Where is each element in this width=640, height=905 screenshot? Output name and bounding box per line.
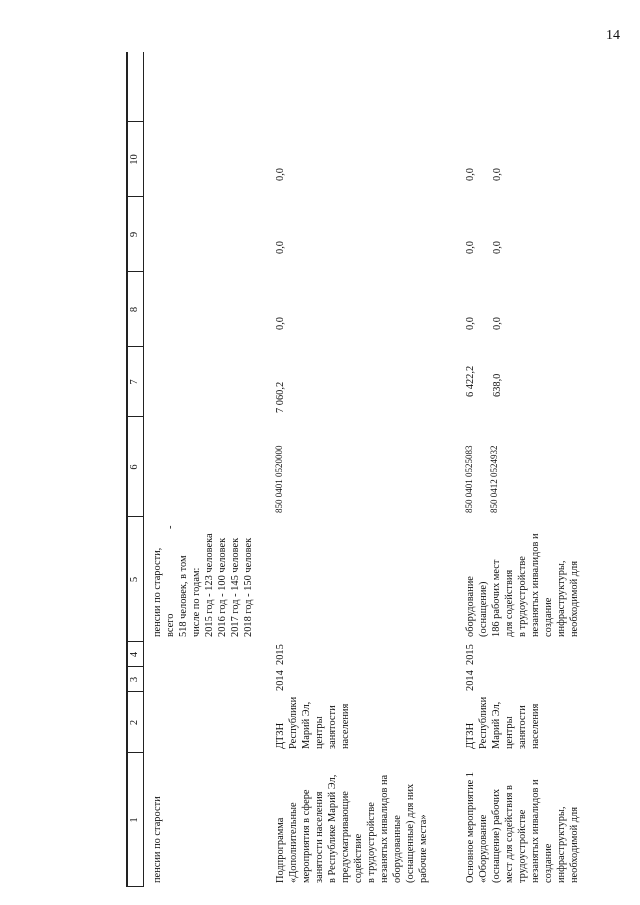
header-bottom-border — [143, 52, 144, 887]
table-cell: 850 0401 0520000 — [274, 445, 284, 513]
cell-line: необходимой для — [569, 561, 580, 637]
cell-line: мест для содействия в — [504, 785, 515, 883]
cell-line: 0,0 — [465, 168, 476, 181]
cell-line: «Дополнительные — [288, 802, 299, 883]
column-header: 7 — [129, 379, 140, 385]
cell-line: создание — [543, 597, 554, 637]
table-cell — [464, 349, 518, 397]
cell-line: инфраструктуры, — [556, 560, 567, 637]
table-cell — [464, 693, 542, 749]
page-number: 14 — [606, 28, 620, 43]
column-header: 2 — [129, 719, 140, 726]
table-cell — [464, 417, 515, 513]
cell-line: Республики — [478, 696, 489, 749]
cell-line: 638,0 — [492, 373, 503, 397]
cell-line: ДТЗН — [275, 722, 286, 749]
table-cell: 0,0 — [275, 168, 286, 181]
table-cell — [464, 282, 518, 330]
cell-line: создание — [543, 843, 554, 883]
cell-line: 2016 год - 100 человек — [217, 537, 228, 637]
table-cell — [274, 693, 352, 749]
cell-line: 186 рабочих мест — [491, 559, 502, 637]
cell-line: Республики — [288, 696, 299, 749]
table-cell: 2014 — [465, 670, 476, 691]
cell-line: необходимой для — [569, 807, 580, 883]
cell-line: 0,0 — [465, 241, 476, 254]
cell-line: всего — [165, 613, 176, 637]
cell-line: 0,0 — [492, 317, 503, 330]
cell-line: инфраструктуры, — [556, 806, 567, 883]
budget-table — [126, 52, 606, 887]
table-cell — [151, 520, 255, 637]
column-header: 4 — [129, 651, 140, 658]
table-cell: 7 060,2 — [275, 381, 286, 413]
cell-line: ДТЗН — [465, 722, 476, 749]
cell-line: Марий Эл, — [491, 701, 502, 749]
table-cell — [464, 133, 518, 181]
table-cell — [274, 758, 430, 883]
cell-line: в трудоустройстве — [366, 802, 377, 883]
cell-line: 518 человек, в том — [178, 555, 189, 637]
cell-line: мероприятия в сфере — [301, 789, 312, 883]
column-header: 1 — [129, 817, 140, 823]
column-header: 3 — [129, 676, 140, 683]
cell-line: 0,0 — [465, 317, 476, 330]
cell-line: содействие — [353, 833, 364, 883]
cell-line: (оснащение) рабочих — [491, 788, 502, 883]
table-cell — [464, 758, 581, 883]
column-header: 9 — [129, 231, 140, 238]
cell-line: числе по годам: — [191, 567, 202, 637]
column-header: 6 — [129, 464, 140, 470]
cell-line: 850 0401 0525083 — [464, 445, 474, 513]
cell-line: 2018 год - 150 человек — [243, 537, 254, 637]
cell-line: Марий Эл, — [301, 701, 312, 749]
column-header: 5 — [129, 576, 140, 583]
cell-line: пенсии по старости — [152, 796, 163, 883]
cell-line: в трудоустройстве — [517, 556, 528, 637]
cell-line: незанятых инвалидов и — [530, 533, 541, 637]
cell-line: 2017 год - 145 человек — [230, 537, 241, 637]
table-cell — [464, 206, 518, 254]
cell-line: занятости — [517, 705, 528, 749]
cell-line: 0,0 — [492, 168, 503, 181]
cell-line: рабочие места» — [418, 814, 429, 883]
cell-line: в Республике Марий Эл, — [327, 774, 338, 883]
cell-line: занятости населения — [314, 791, 325, 883]
cell-line: (оснащенные) для них — [405, 783, 416, 883]
cell-line: (оснащение) — [478, 581, 489, 637]
cell-line: населения — [340, 703, 351, 749]
table-cell — [464, 520, 581, 637]
cell-line: 2015 год - 123 человека — [204, 533, 215, 637]
cell-line: «Оборудование — [478, 814, 489, 883]
cell-line: Подпрограмма — [275, 817, 286, 883]
cell-line: трудоустройстве — [517, 809, 528, 883]
cell-line: для содействия — [504, 569, 515, 637]
cell-line: населения — [530, 703, 541, 749]
table-cell: 0,0 — [275, 317, 286, 330]
table-cell: 2015 — [275, 644, 286, 665]
cell-line: предусматривающие — [340, 791, 351, 883]
column-header: 8 — [129, 306, 140, 313]
cell-line: пенсии по старости, — [152, 547, 163, 637]
column-header: 10 — [129, 154, 140, 165]
cell-line: оборудование — [465, 576, 476, 637]
cell-line: занятости — [327, 705, 338, 749]
cell-line: 0,0 — [492, 241, 503, 254]
cell-line: центры — [504, 716, 515, 749]
table-cell — [151, 758, 164, 883]
cell-line: 6 422,2 — [465, 365, 476, 397]
dash-mark: - — [165, 525, 176, 529]
table-cell: 0,0 — [275, 241, 286, 254]
cell-line: Основное мероприятие 1 — [465, 771, 476, 883]
table-cell: 2015 — [465, 644, 476, 665]
cell-line: незанятых инвалидов на — [379, 774, 390, 883]
cell-line: незанятых инвалидов и — [530, 779, 541, 883]
table-cell: 2014 — [275, 670, 286, 691]
cell-line: центры — [314, 716, 325, 749]
cell-line: оборудованные — [392, 815, 403, 883]
cell-line: 850 0412 0524932 — [489, 445, 500, 513]
